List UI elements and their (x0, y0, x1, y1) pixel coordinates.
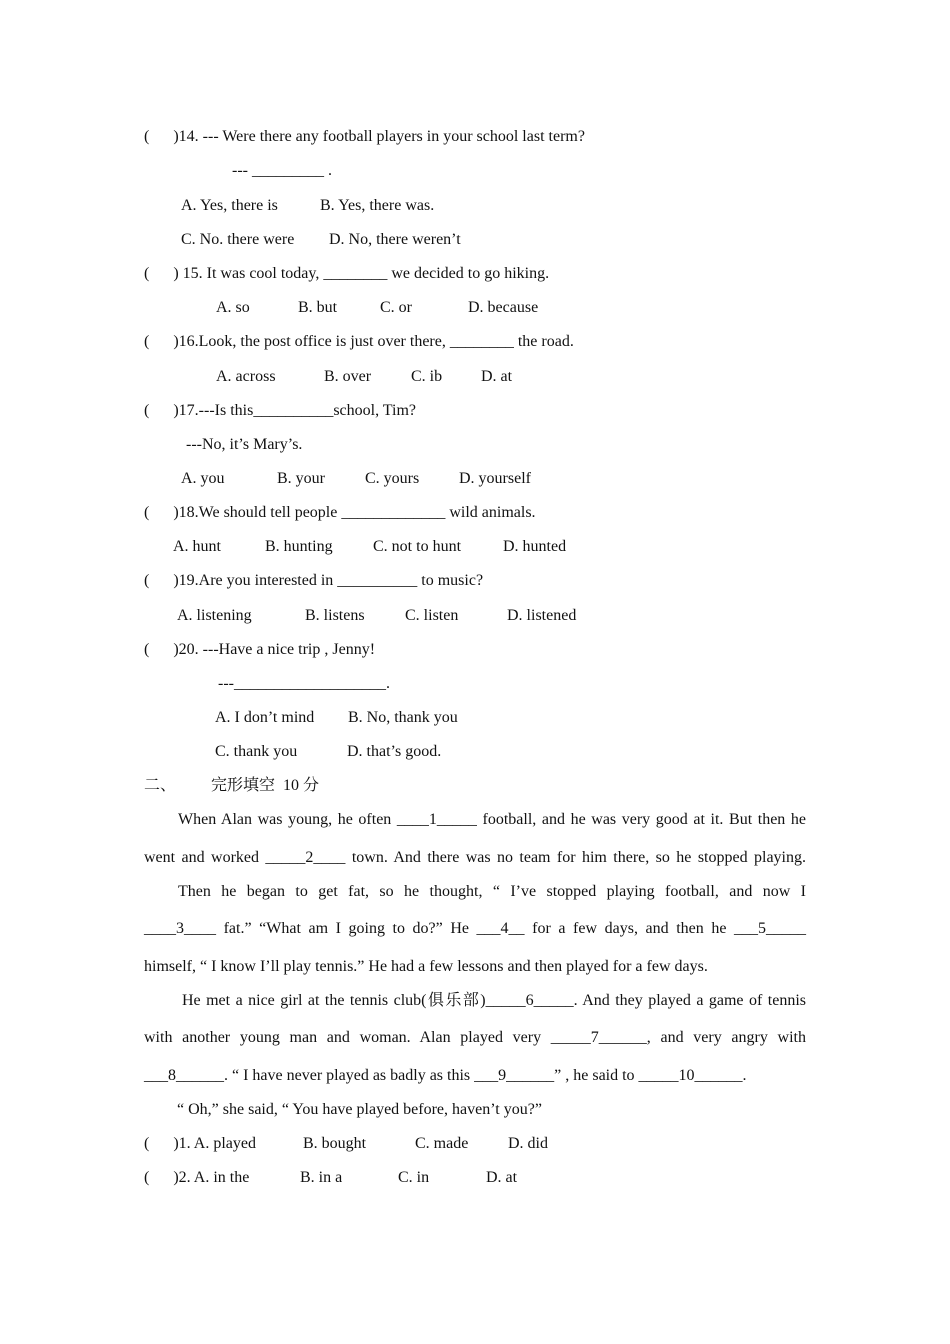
passage-line: Then he began to get fat, so he thought, “ I’ve stopped playing football, and now I (178, 883, 806, 900)
option-d: D. hunted (503, 538, 567, 555)
option-d: D. No, there weren’t (329, 231, 461, 248)
option-a: A. hunt (173, 538, 221, 555)
question-14-stem: ( )14. --- Were there any football players in your school last term? (144, 128, 585, 145)
option-c: C. made (415, 1135, 469, 1152)
section-number: 二、 (144, 777, 177, 794)
option-b: B. in a (300, 1169, 343, 1186)
option-b: B. over (324, 368, 372, 385)
option-a: A. Yes, there is (181, 197, 278, 214)
question-18-stem: ( )18.We should tell people _____________ wild animals. (144, 504, 536, 521)
option-c: C. No. there were (181, 231, 295, 248)
passage-line: himself, “ I know I’ll play tennis.” He had a few lessons and then played for a few days. (144, 958, 708, 975)
option-d: D. listened (507, 607, 577, 624)
option-a: A. I don’t mind (215, 709, 315, 726)
option-b: B. hunting (265, 538, 333, 555)
option-d: D. at (481, 368, 513, 385)
question-17-stem: ( )17.---Is this__________school, Tim? (144, 402, 416, 419)
option-d: D. yourself (459, 470, 531, 487)
option-a: A. you (181, 470, 225, 487)
option-b: B. No, thank you (348, 709, 458, 726)
passage-line: went and worked _____2____ town. And there was no team for him there, so he stopped playing. (144, 849, 806, 866)
option-d: D. did (508, 1135, 548, 1152)
option-b: B. but (298, 299, 338, 316)
option-a: A. across (216, 368, 276, 385)
option-c: C. listen (405, 607, 459, 624)
option-d: D. that’s good. (347, 743, 442, 760)
option-b: B. your (277, 470, 325, 487)
passage-line: ___8______. “ I have never played as badly as this ___9______” , he said to _____10______. (144, 1067, 747, 1084)
option-c: C. yours (365, 470, 420, 487)
option-a: A. so (216, 299, 250, 316)
option-c: C. ib (411, 368, 443, 385)
cloze-question-2: ( )2. A. in the (144, 1169, 250, 1186)
option-c: C. thank you (215, 743, 298, 760)
question-19-stem: ( )19.Are you interested in __________ to music? (144, 572, 484, 589)
question-14-reply: --- _________ . (232, 162, 332, 179)
question-16-stem: ( )16.Look, the post office is just over there, ________ the road. (144, 333, 574, 350)
question-17-reply: ---No, it’s Mary’s. (186, 436, 303, 453)
option-c: C. not to hunt (373, 538, 462, 555)
option-b: B. Yes, there was. (320, 197, 435, 214)
question-15-stem: ( ) 15. It was cool today, ________ we decided to go hiking. (144, 265, 550, 282)
question-20-stem: ( )20. ---Have a nice trip , Jenny! (144, 641, 376, 658)
passage-line: He met a nice girl at the tennis club(俱乐部)_____6_____. And they played a game of tennis (182, 992, 806, 1009)
passage-line: When Alan was young, he often ____1_____ football, and he was very good at it. But then he (178, 811, 806, 828)
question-20-reply: ---___________________. (218, 675, 390, 692)
option-c: C. or (380, 299, 412, 316)
option-d: D. at (486, 1169, 518, 1186)
cloze-question-1: ( )1. A. played (144, 1135, 256, 1152)
passage-line: with another young man and woman. Alan played very _____7______, and very angry with (144, 1029, 806, 1046)
section-title: 完形填空 10 分 (211, 777, 320, 794)
passage-line: “ Oh,” she said, “ You have played before, haven’t you?” (177, 1101, 542, 1118)
option-a: A. listening (177, 607, 252, 624)
passage-line: ____3____ fat.” “What am I going to do?” He ___4__ for a few days, and then he ___5_____ (144, 920, 806, 937)
option-c: C. in (398, 1169, 430, 1186)
option-b: B. listens (305, 607, 365, 624)
option-b: B. bought (303, 1135, 367, 1152)
option-d: D. because (468, 299, 539, 316)
